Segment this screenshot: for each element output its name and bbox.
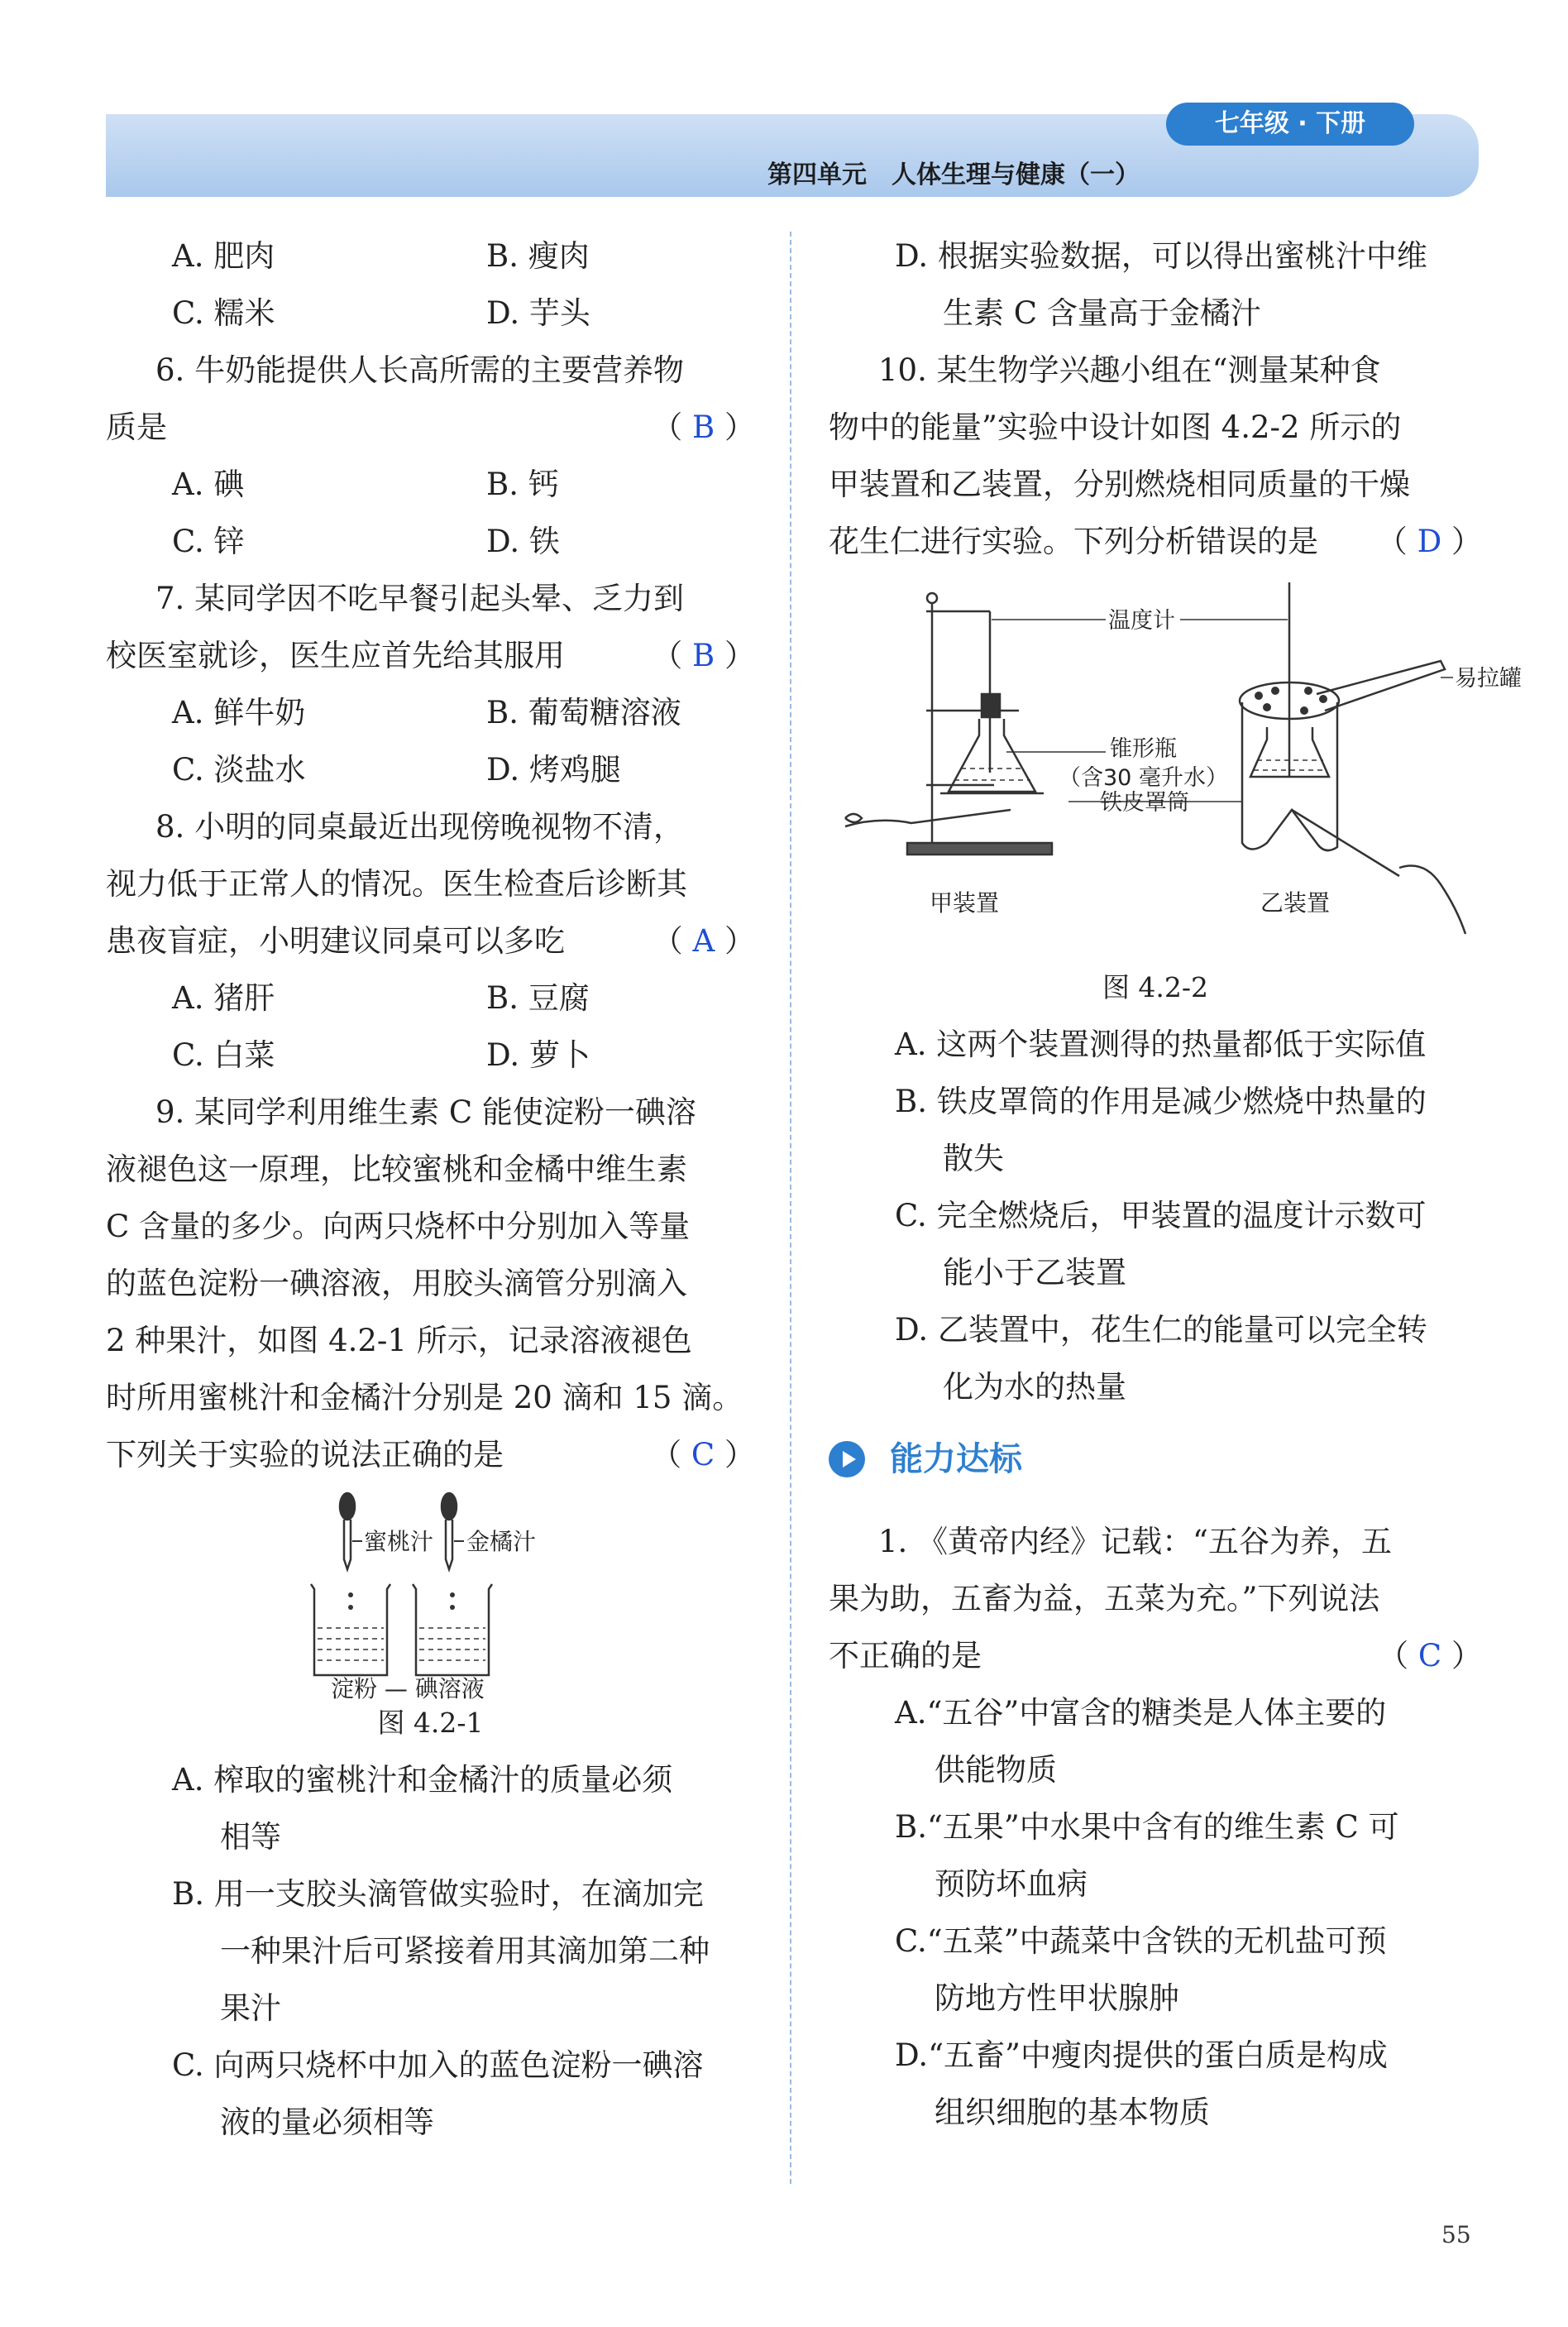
option: B.“五果”中水果中含有的维生素 C 可 xyxy=(895,1809,1399,1845)
q5-options-row1 xyxy=(106,227,755,285)
label-can: 易拉罐 xyxy=(1455,666,1522,692)
option: C. 向两只烧杯中加入的蓝色淀粉一碘溶 xyxy=(172,2047,704,2083)
option: B. 瘦肉 xyxy=(486,238,590,274)
q6-options-row1 xyxy=(106,456,755,513)
needle-with-peanut xyxy=(845,810,1011,826)
option: D. 萝卜 xyxy=(486,1037,590,1073)
dropper-bulb xyxy=(442,1493,457,1520)
option-cont: 生素 C 含量高于金橘汁 xyxy=(943,295,1261,331)
question-text: 下列关于实验的说法正确的是 （ C ） xyxy=(106,1426,755,1483)
answer: A xyxy=(692,923,715,959)
option: A. 碘 xyxy=(172,467,245,502)
q8-options-row2 xyxy=(106,1027,755,1084)
question-text: 8. 小明的同桌最近出现傍晚视物不清， xyxy=(155,809,685,845)
question-text: 6. 牛奶能提供人长高所需的主要营养物 xyxy=(155,352,685,388)
option-cont: 液的量必须相等 xyxy=(220,2104,434,2140)
figure-calorimeter xyxy=(829,570,1522,967)
option: D. 乙装置中，花生仁的能量可以完全转 xyxy=(895,1312,1427,1348)
q6-options-row2 xyxy=(106,513,755,570)
option-cont: 散失 xyxy=(943,1141,1004,1176)
option: B. 铁皮罩筒的作用是减少燃烧中热量的 xyxy=(895,1084,1427,1119)
figure-caption: 图 4.2-1 xyxy=(377,1707,484,1739)
label-device-b: 乙装置 xyxy=(1260,889,1331,917)
option-cont: 防地方性甲状腺肿 xyxy=(935,1980,1179,2016)
beaker-left xyxy=(311,1584,390,1675)
column-divider xyxy=(790,232,791,2184)
question-text: 10. 某生物学兴趣小组在“测量某种食 xyxy=(878,352,1381,388)
option-cont: 果汁 xyxy=(220,1990,281,2026)
label-thermometer: 温度计 xyxy=(1108,608,1175,634)
conical-flask xyxy=(949,719,1035,792)
question-text: 校医室就诊，医生应首先给其服用 （ B ） xyxy=(106,627,755,684)
option: B. 用一支胶头滴管做实验时，在滴加完 xyxy=(172,1876,704,1912)
stand-base xyxy=(907,843,1052,855)
q5-options-row2 xyxy=(106,285,755,342)
option-cont: 供能物质 xyxy=(935,1752,1057,1788)
option: C. 糯米 xyxy=(172,295,275,331)
left-column xyxy=(106,227,755,2151)
beaker-right xyxy=(413,1584,492,1675)
question-text: 的蓝色淀粉一碘溶液，用胶头滴管分别滴入 xyxy=(106,1266,687,1301)
dropper-tube xyxy=(446,1520,452,1569)
question-text: 不正确的是 （ C ） xyxy=(829,1627,1482,1684)
option: A. 猪肝 xyxy=(172,980,275,1016)
option: C. 白菜 xyxy=(172,1037,275,1073)
play-arrow-icon xyxy=(829,1441,865,1477)
question-text: 花生仁进行实验。下列分析错误的是 （ D ） xyxy=(829,513,1482,570)
option: D. 铁 xyxy=(486,524,560,559)
question-text: 物中的能量”实验中设计如图 4.2-2 所示的 xyxy=(829,409,1402,445)
option-cont: 化为水的热量 xyxy=(943,1369,1126,1405)
option: A. 鲜牛奶 xyxy=(172,695,306,730)
section-header xyxy=(829,1422,1482,1496)
option: C. 淡盐水 xyxy=(172,752,306,788)
dropper-bulb xyxy=(340,1493,355,1520)
section-title: 能力达标 xyxy=(890,1439,1022,1478)
q7-options-row1 xyxy=(106,684,755,741)
option: A. 榨取的蜜桃汁和金橘汁的质量必须 xyxy=(172,1762,673,1798)
q8-options-row1 xyxy=(106,970,755,1027)
figure-caption: 图 4.2-2 xyxy=(1102,971,1209,1003)
answer-bracket: （ B ） xyxy=(652,638,755,673)
label-cover: 铁皮罩筒 xyxy=(1100,790,1189,816)
answer-bracket: （ B ） xyxy=(652,409,755,445)
option: B. 豆腐 xyxy=(486,980,590,1016)
answer-bracket: （ C ） xyxy=(651,1437,755,1472)
question-text: 果为助，五畜为益，五菜为充。”下列说法 xyxy=(829,1581,1380,1616)
answer-bracket: （ A ） xyxy=(652,923,755,959)
label-water: （含30 毫升水） xyxy=(1059,765,1228,791)
right-column xyxy=(829,227,1522,2141)
answer: B xyxy=(692,409,715,445)
answer: C xyxy=(1417,1638,1442,1673)
question-text: 患夜盲症，小明建议同桌可以多吃 （ A ） xyxy=(106,912,755,970)
option: A.“五谷”中富含的糖类是人体主要的 xyxy=(895,1695,1387,1731)
option: D. 芋头 xyxy=(486,295,590,331)
question-text: 质是 （ B ） xyxy=(106,399,755,456)
option: B. 葡萄糖溶液 xyxy=(486,695,681,730)
option-cont: 预防坏血病 xyxy=(935,1866,1088,1902)
option: A. 这两个装置测得的热量都低于实际值 xyxy=(895,1027,1427,1062)
label-kumquat-juice: 金橘汁 xyxy=(466,1528,537,1555)
option-cont: 相等 xyxy=(220,1819,281,1855)
option: C. 锌 xyxy=(172,524,245,559)
option: C. 完全燃烧后，甲装置的温度计示数可 xyxy=(895,1198,1427,1233)
grade-tab: 七年级 · 下册 xyxy=(1166,103,1414,146)
label-solution: 淀粉 — 碘溶液 xyxy=(331,1675,485,1702)
question-text: 甲装置和乙装置，分别燃烧相同质量的干燥 xyxy=(829,467,1410,502)
question-text: 7. 某同学因不吃早餐引起头晕、乏力到 xyxy=(155,581,685,616)
label-peach-juice: 蜜桃汁 xyxy=(364,1528,434,1555)
option: A. 肥肉 xyxy=(172,238,275,274)
question-text: 9. 某同学利用维生素 C 能使淀粉一碘溶 xyxy=(155,1094,696,1130)
page-number: 55 xyxy=(1441,2221,1471,2248)
dropper-tube xyxy=(344,1520,351,1569)
question-text: C 含量的多少。向两只烧杯中分别加入等量 xyxy=(106,1209,691,1244)
unit-title: 第四单元 人体生理与健康（一） xyxy=(767,160,1140,189)
option: D. 烤鸡腿 xyxy=(486,752,621,788)
answer: C xyxy=(691,1437,715,1472)
option-cont: 能小于乙装置 xyxy=(943,1255,1126,1290)
question-text: 2 种果汁，如图 4.2-1 所示，记录溶液褪色 xyxy=(106,1323,692,1358)
can-tab xyxy=(1317,661,1445,711)
answer: B xyxy=(692,638,715,673)
option: B. 钙 xyxy=(486,467,559,502)
option: D.“五畜”中瘦肉提供的蛋白质是构成 xyxy=(895,2037,1388,2073)
q7-options-row2 xyxy=(106,741,755,798)
question-text: 视力低于正常人的情况。医生检查后诊断其 xyxy=(106,866,687,902)
figure-dropper-beakers xyxy=(106,1483,755,1702)
question-text: 时所用蜜桃汁和金橘汁分别是 20 滴和 15 滴。 xyxy=(106,1380,743,1415)
label-flask: 锥形瓶 xyxy=(1110,736,1177,762)
question-text: 1. 《黄帝内经》记载：“五谷为养，五 xyxy=(878,1524,1392,1559)
option: D. 根据实验数据，可以得出蜜桃汁中维 xyxy=(895,238,1427,274)
answer: D xyxy=(1417,524,1442,559)
label-device-a: 甲装置 xyxy=(930,889,1000,917)
question-text: 液褪色这一原理，比较蜜桃和金橘中维生素 xyxy=(106,1152,687,1187)
option-cont: 一种果汁后可紧接着用其滴加第二种 xyxy=(220,1933,710,1969)
answer-bracket: （ C ） xyxy=(1378,1638,1482,1673)
option: C.“五菜”中蔬菜中含铁的无机盐可预 xyxy=(895,1923,1387,1959)
option-cont: 组织细胞的基本物质 xyxy=(935,2095,1210,2130)
answer-bracket: （ D ） xyxy=(1376,524,1482,559)
